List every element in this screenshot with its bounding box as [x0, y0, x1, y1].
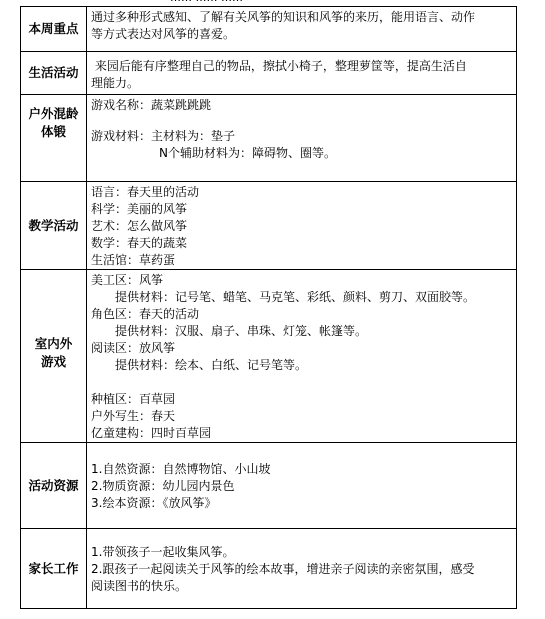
row-content-weekly-focus: 通过多种形式感知、了解有关风筝的知识和风筝的来历，能用语言、动作 等方式表达对风筝的喜爱。: [87, 7, 517, 52]
row-label-daily-life: 生活活动: [21, 52, 87, 95]
table-row: [21, 7, 517, 52]
row-content-daily-life: 来园后能有序整理自己的物品，擦拭小椅子，整理萝筐等，提高生活自 理能力。: [87, 52, 517, 95]
row-content-parents: 1.带领孩子一起收集风筝。 2.跟孩子一起阅读关于风筝的绘本故事，增进亲子阅读的亲密氛围，感受 阅读图书的快乐。: [87, 529, 517, 609]
table-row: [21, 182, 517, 270]
table-row: [21, 529, 517, 609]
row-content-teaching: 语言：春天里的活动 科学：美丽的风筝 艺术：怎么做风筝 数学：春天的蔬菜 生活馆：草药蛋: [87, 182, 517, 270]
row-label-resources: 活动资源: [21, 443, 87, 529]
table-row: [21, 270, 517, 443]
row-label-teaching: 教学活动: [21, 182, 87, 270]
table-row: [21, 95, 517, 182]
row-content-resources: 1.自然资源：自然博物馆、小山坡 2.物质资源：幼儿园内景色 3.绘本资源：《放风筝》: [87, 443, 517, 529]
row-label-parents: 家长工作: [21, 529, 87, 609]
weekly-plan-table: [20, 6, 517, 609]
cropped-header-text: [170, 0, 430, 4]
row-label-weekly-focus: 本周重点: [21, 7, 87, 52]
table-row: [21, 52, 517, 95]
row-content-games: 美工区：风筝 提供材料：记号笔、蜡笔、马克笔、彩纸、颜料、剪刀、双面胶等。 角色区：春天的活动 提供材料：汉服、扇子、串珠、灯笼、帐篷等。 阅读区：放风筝 提供材料：绘本、白纸、记号笔等。 种植区：百草园 户外写生：春天 亿童建构：四时百草园: [87, 270, 517, 443]
table-row: [21, 443, 517, 529]
row-label-outdoor-exercise: 户外混龄 体锻: [21, 95, 87, 182]
row-content-outdoor-exercise: 游戏名称：蔬菜跳跳跳 游戏材料：主材料为：垫子 N个辅助材料为：障碍物、圈等。: [87, 95, 517, 182]
row-label-games: 室内外 游戏: [21, 270, 87, 443]
